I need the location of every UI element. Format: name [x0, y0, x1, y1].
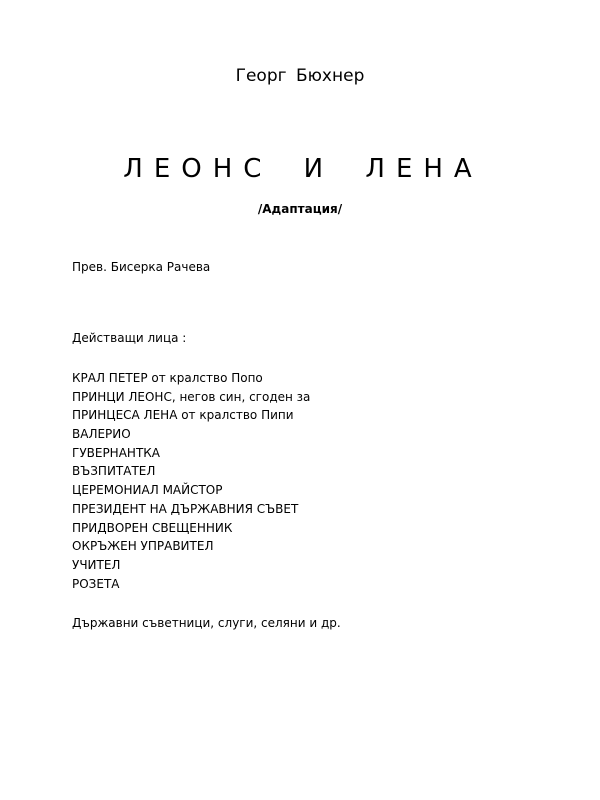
play-subtitle: /Адаптация/	[257, 202, 343, 216]
character-item: ПРЕЗИДЕНТ НА ДЪРЖАВНИЯ СЪВЕТ	[72, 501, 299, 516]
author-name: Георг Бюхнер	[235, 66, 365, 86]
play-title: ЛЕОНС И ЛЕНА	[123, 154, 483, 184]
character-item: ПРИНЦЕСА ЛЕНА от кралство Пипи	[72, 408, 294, 423]
characters-list	[72, 369, 310, 593]
character-item: ВЪЗПИТАТЕЛ	[72, 464, 156, 479]
character-item: РОЗЕТА	[72, 576, 120, 591]
character-item: ОКРЪЖЕН УПРАВИТЕЛ	[72, 539, 214, 554]
character-item: ПРИНЦИ ЛЕОНС, негов син, сгоден за	[72, 389, 311, 404]
extras-note: Държавни съветници, слуги, селяни и др.	[72, 616, 341, 630]
character-item: ГУВЕРНАНТКА	[72, 445, 160, 460]
character-item: УЧИТЕЛ	[72, 557, 121, 572]
character-item: ВАЛЕРИО	[72, 427, 131, 442]
character-item: ЦЕРЕМОНИАЛ МАЙСТОР	[72, 483, 223, 498]
character-item: КРАЛ ПЕТЕР от кралство Попо	[72, 371, 263, 385]
translator-credit: Прев. Бисерка Рачева	[72, 260, 211, 274]
characters-heading: Действащи лица :	[72, 331, 187, 345]
character-item: ПРИДВОРЕН СВЕЩЕННИК	[72, 520, 233, 535]
